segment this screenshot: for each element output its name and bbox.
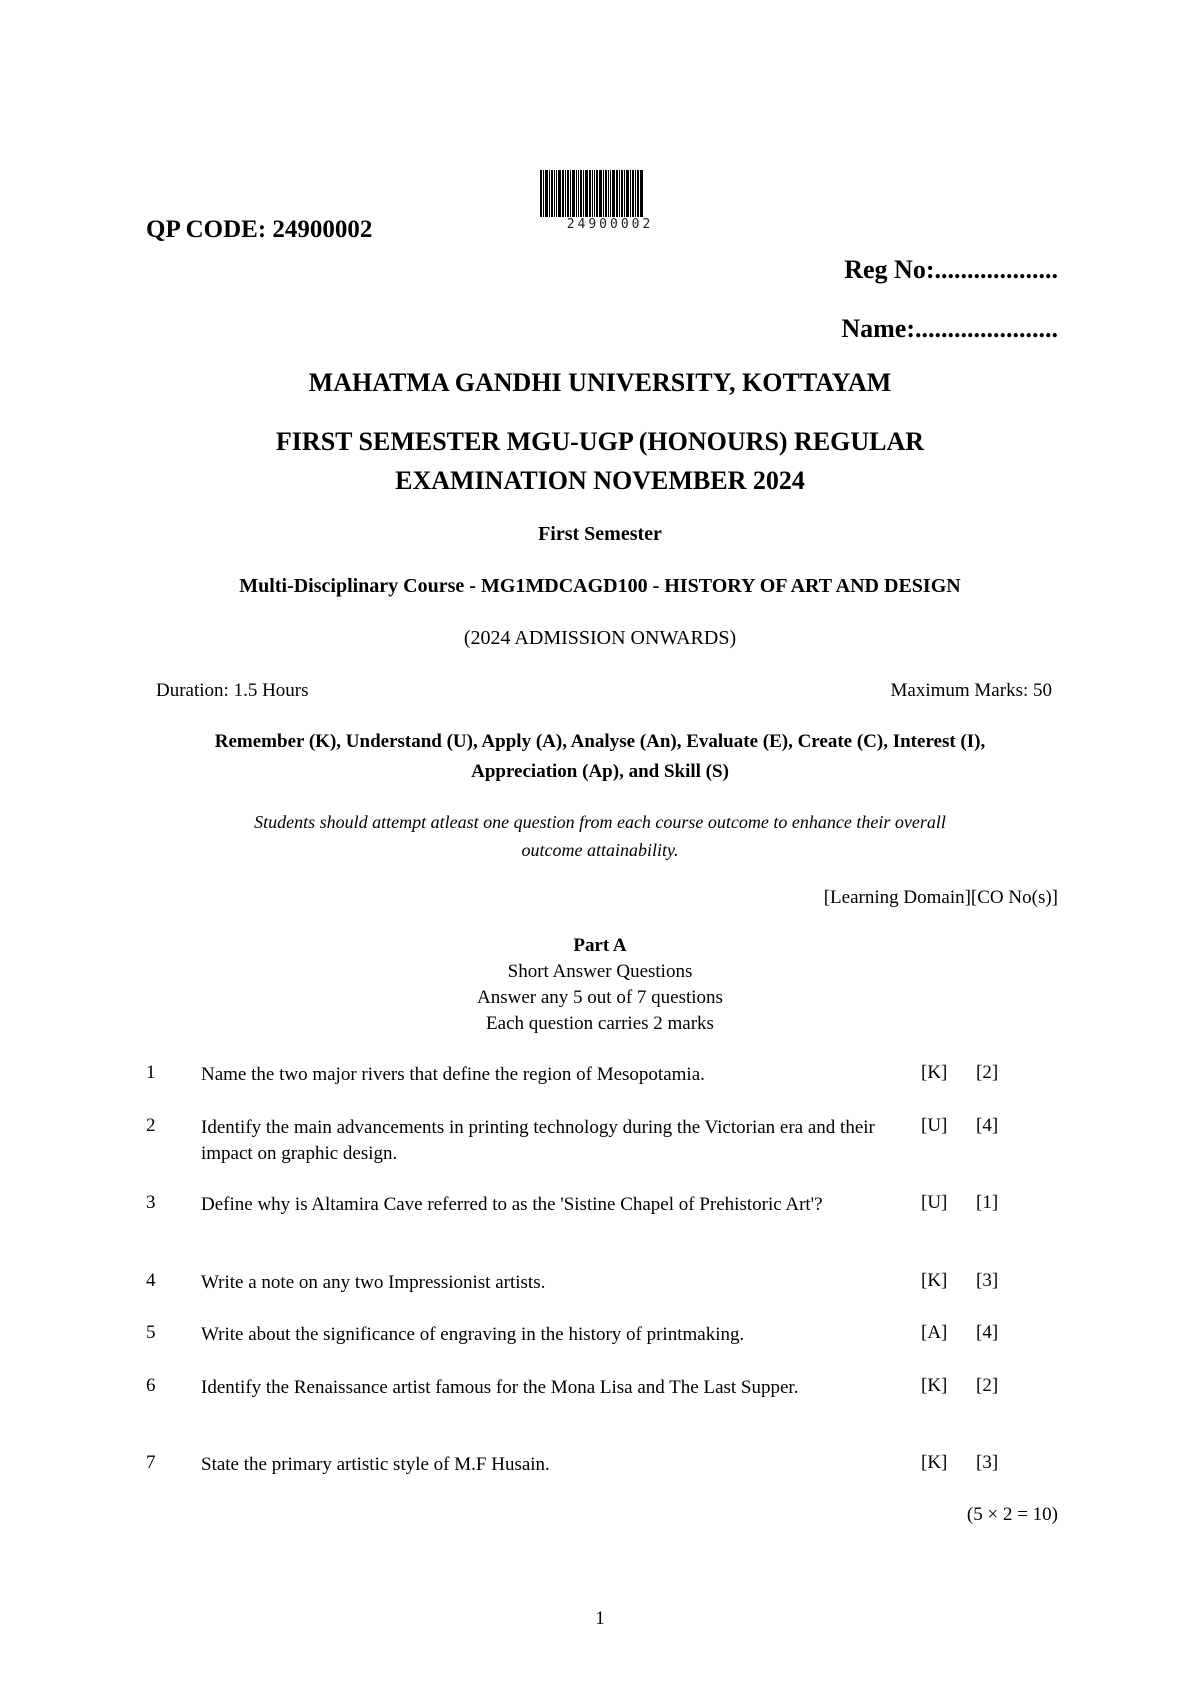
question-text: Name the two major rivers that define the region of Mesopotamia. bbox=[201, 1064, 705, 1085]
exam-title-line1: FIRST SEMESTER MGU-UGP (HONOURS) REGULAR bbox=[275, 427, 925, 456]
question-number: 5 bbox=[146, 1322, 156, 1343]
question-text: Write about the significance of engraving in the history of printmaking. bbox=[201, 1324, 745, 1345]
domains-line1: Remember (K), Understand (U), Apply (A), Analyse (An), Evaluate (E), Create (C), Interest (I), bbox=[214, 731, 986, 752]
barcode-bars bbox=[540, 170, 680, 217]
question-number: 2 bbox=[146, 1115, 156, 1136]
question-text: Identify the main advancements in printing technology during the Victorian era and their impact on graphic design. bbox=[201, 1117, 875, 1164]
question-text: Define why is Altamira Cave referred to as the 'Sistine Chapel of Prehistoric Art'? bbox=[201, 1194, 823, 1215]
qp-code: QP CODE: 24900002 bbox=[146, 216, 373, 243]
question-co: [2] bbox=[976, 1062, 999, 1083]
part-a-title: Part A bbox=[573, 935, 627, 956]
duration-label: Duration: 1.5 Hours bbox=[156, 680, 309, 701]
question-co: [3] bbox=[976, 1270, 999, 1291]
question-text: Identify the Renaissance artist famous for the Mona Lisa and The Last Supper. bbox=[201, 1377, 799, 1398]
question-text: State the primary artistic style of M.F Husain. bbox=[201, 1454, 550, 1475]
question-domain: [K] bbox=[921, 1270, 948, 1291]
question-text: Write a note on any two Impressionist artists. bbox=[201, 1272, 546, 1293]
course-title: Multi-Disciplinary Course - MG1MDCAGD100 - HISTORY OF ART AND DESIGN bbox=[239, 575, 961, 597]
question-number: 6 bbox=[146, 1375, 156, 1396]
question-co: [4] bbox=[976, 1322, 999, 1343]
semester-label: First Semester bbox=[538, 523, 662, 545]
domains-line2: Appreciation (Ap), and Skill (S) bbox=[471, 761, 729, 782]
max-marks-label: Maximum Marks: 50 bbox=[890, 680, 1052, 701]
question-domain: [K] bbox=[921, 1375, 948, 1396]
part-a-instruction: Answer any 5 out of 7 questions bbox=[477, 987, 723, 1008]
question-co: [4] bbox=[976, 1115, 999, 1136]
part-a-subtitle: Short Answer Questions bbox=[507, 961, 693, 982]
question-domain: [A] bbox=[921, 1322, 948, 1343]
university-title: MAHATMA GANDHI UNIVERSITY, KOTTAYAM bbox=[308, 368, 892, 397]
question-domain: [U] bbox=[921, 1115, 948, 1136]
column-header: [Learning Domain][CO No(s)] bbox=[823, 887, 1058, 908]
name-field: Name:...................... bbox=[841, 314, 1058, 343]
reg-no-field: Reg No:................... bbox=[844, 255, 1058, 284]
attempt-note bbox=[150, 808, 1050, 864]
barcode bbox=[540, 170, 680, 232]
page-number: 1 bbox=[595, 1608, 605, 1629]
question-domain: [K] bbox=[921, 1062, 948, 1083]
question-number: 7 bbox=[146, 1452, 156, 1473]
part-a-marks-note: Each question carries 2 marks bbox=[486, 1013, 714, 1034]
question-number: 3 bbox=[146, 1192, 156, 1213]
question-domain: [U] bbox=[921, 1192, 948, 1213]
exam-title-line2: EXAMINATION NOVEMBER 2024 bbox=[395, 466, 805, 495]
question-number: 1 bbox=[146, 1062, 156, 1083]
learning-domains-legend bbox=[140, 727, 1060, 787]
question-domain: [K] bbox=[921, 1452, 948, 1473]
note-line1: Students should attempt atleast one question from each course outcome to enhance their overall bbox=[254, 812, 946, 832]
question-number: 4 bbox=[146, 1270, 156, 1291]
part-a-total-marks: (5 × 2 = 10) bbox=[966, 1504, 1058, 1525]
question-co: [2] bbox=[976, 1375, 999, 1396]
question-co: [1] bbox=[976, 1192, 999, 1213]
note-line2: outcome attainability. bbox=[521, 840, 679, 860]
admission-label: (2024 ADMISSION ONWARDS) bbox=[463, 627, 737, 649]
barcode-number: 24900002 bbox=[566, 217, 654, 232]
question-co: [3] bbox=[976, 1452, 999, 1473]
